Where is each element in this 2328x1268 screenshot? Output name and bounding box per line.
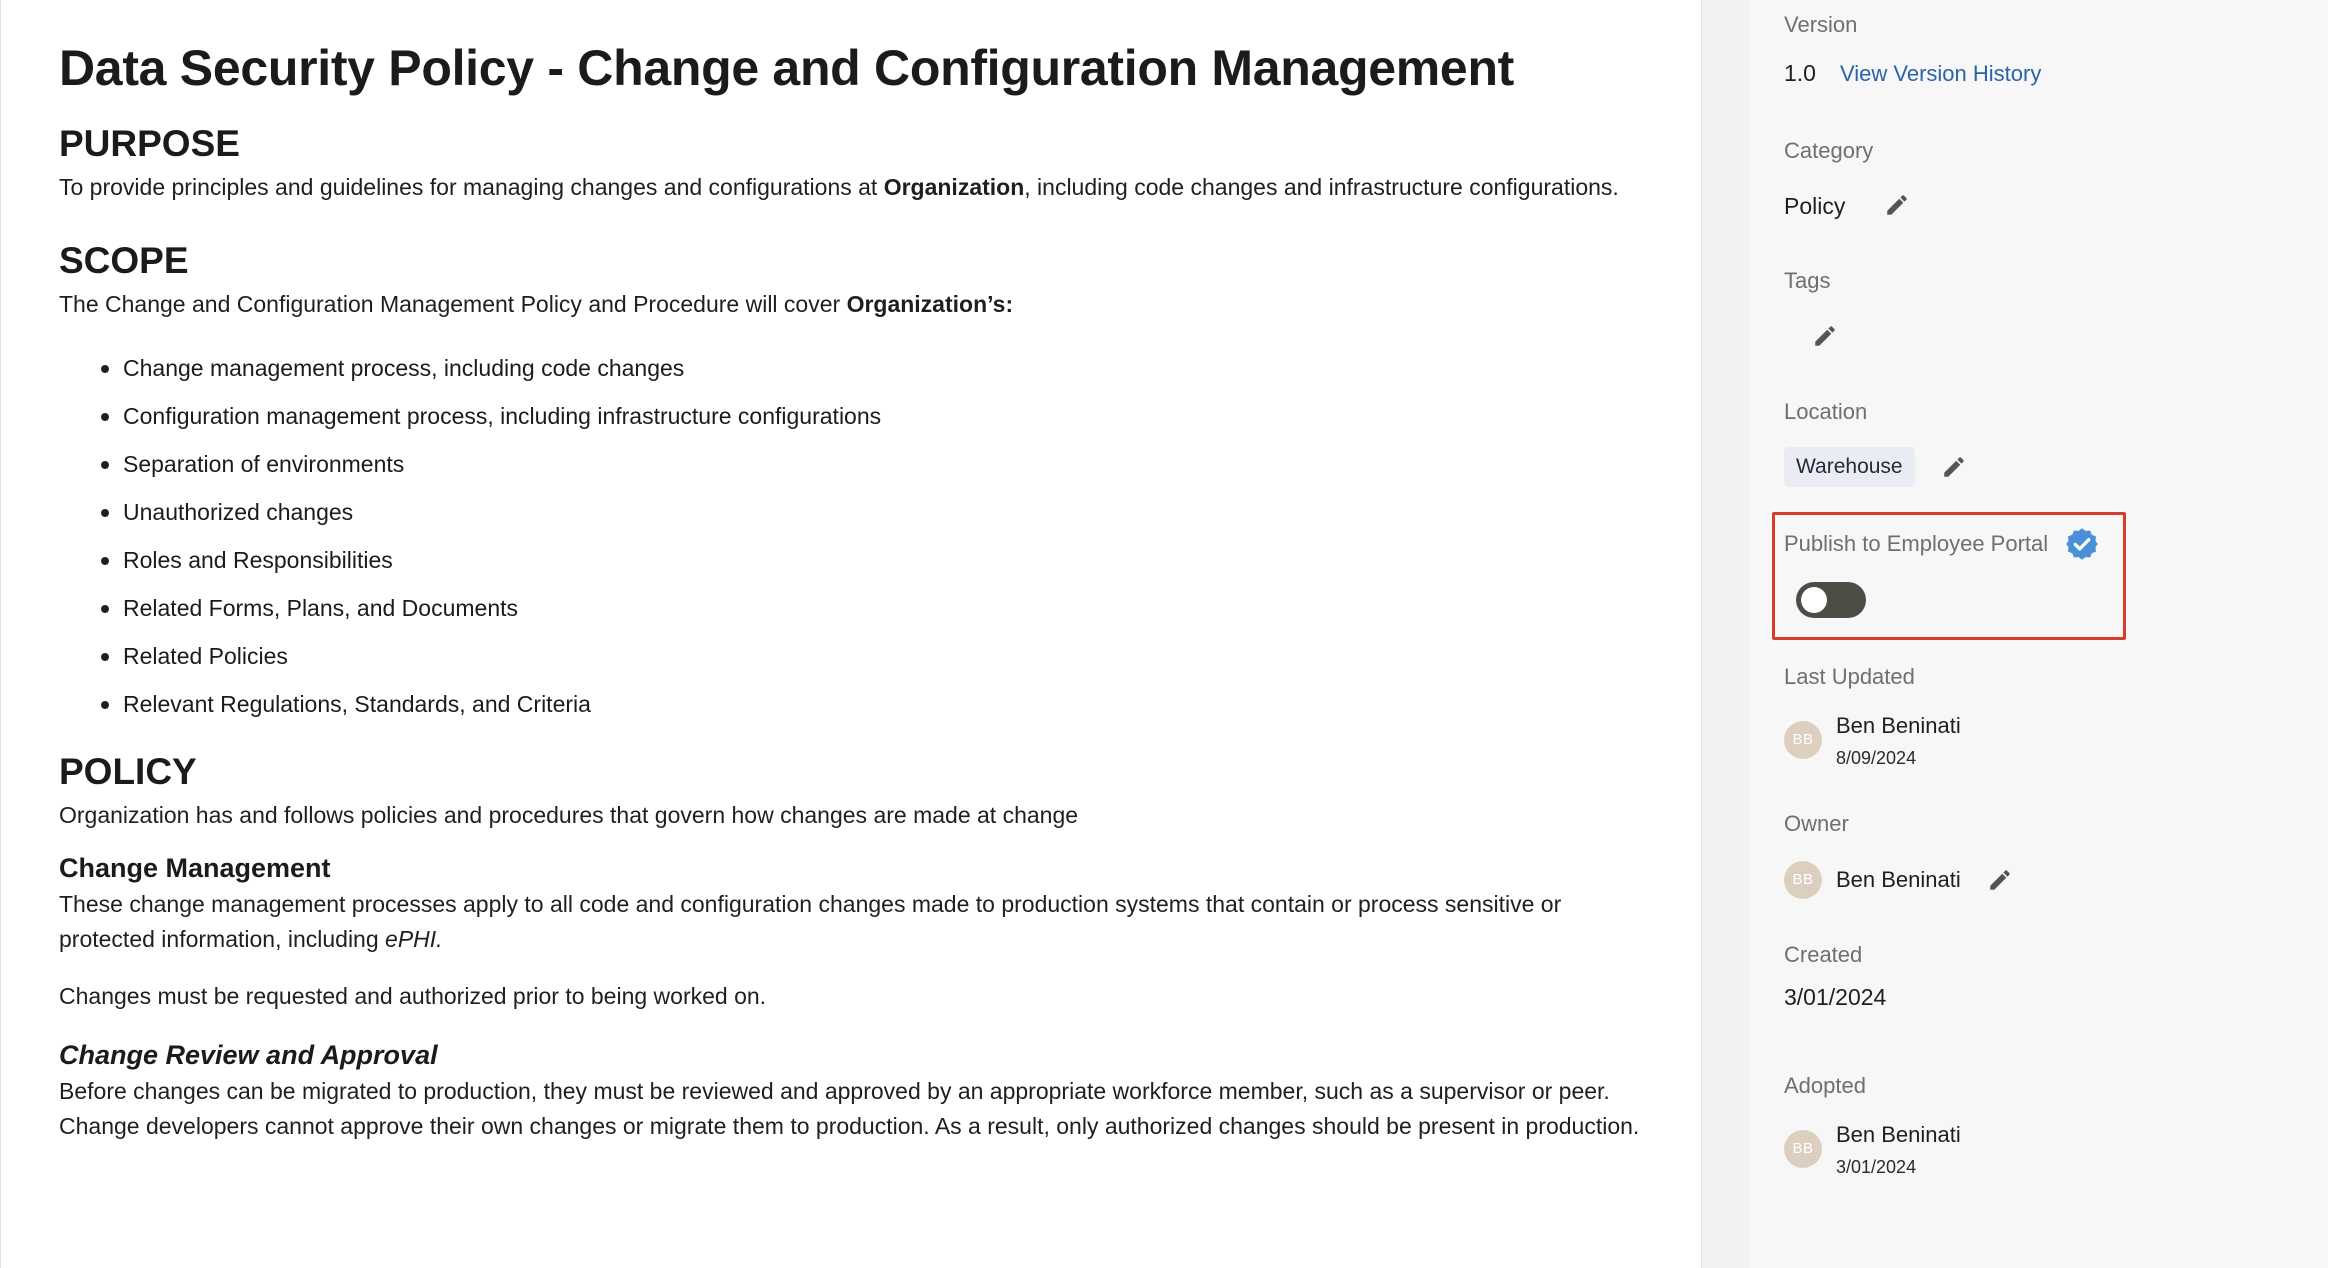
created-date: 3/01/2024 [1784,984,1887,1010]
list-item: Related Forms, Plans, and Documents [101,584,1643,632]
scope-list [101,344,1643,728]
location-chip[interactable]: Warehouse [1784,447,1915,487]
category-value: Policy [1784,193,1846,219]
change-request-text: Changes must be requested and authorized prior to being worked on. [59,983,767,1009]
purpose-text-tail: , including code changes and infrastructure configurations. [1024,174,1619,200]
change-management-text [59,887,1643,957]
scope-text-lead: The Change and Configuration Management Policy and Procedure will cover [59,291,847,317]
scope-org: Organization’s: [846,291,1014,317]
adopted-label: Adopted [1784,1073,1866,1098]
pencil-icon[interactable] [1941,454,1967,480]
version-label: Version [1784,12,1858,37]
pane-divider [1702,0,1750,1268]
policy-intro: Organization has and follows policies and procedures that govern how changes are made at change [59,802,1079,828]
list-item: Roles and Responsibilities [101,536,1643,584]
adopted-name: Ben Beninati [1836,1122,1961,1147]
list-item: Relevant Regulations, Standards, and Criteria [101,680,1643,728]
pencil-icon[interactable] [1812,323,1838,349]
avatar: BB [1784,861,1822,899]
purpose-heading: PURPOSE [59,123,240,164]
ephi-term: ePHI. [385,926,443,952]
purpose-text [59,170,1643,205]
list-item: Separation of environments [101,440,1643,488]
adopted-date: 3/01/2024 [1836,1157,1917,1177]
scope-heading: SCOPE [59,240,189,281]
list-item: Change management process, including code changes [101,344,1643,392]
pencil-icon[interactable] [1884,192,1910,218]
avatar: BB [1784,721,1822,759]
created-label: Created [1784,942,1863,967]
avatar: BB [1784,1130,1822,1168]
verified-badge-icon [2064,526,2100,562]
change-management-text-lead: These change management processes apply to all code and configuration changes made to production systems that contain or process sensitive or protected information, including [59,891,1562,952]
change-management-heading: Change Management [59,853,331,883]
details-sidebar [1750,0,2328,1268]
version-value: 1.0 [1784,60,1816,86]
owner-name: Ben Beninati [1836,867,1961,892]
category-label: Category [1784,138,1874,163]
publish-toggle[interactable] [1796,582,1866,618]
scope-text [59,287,1643,322]
last-updated-name: Ben Beninati [1836,713,1961,738]
view-version-history-link[interactable]: View Version History [1840,61,2042,86]
last-updated-label: Last Updated [1784,664,1915,689]
pencil-icon[interactable] [1987,867,2013,893]
change-review-text: Before changes can be migrated to production, they must be reviewed and approved by an appropriate workforce member, such as a supervisor or peer. Change developers cannot approve their own changes or migrate them to production. As a result, only authorized changes should be present in production. [59,1078,1640,1139]
owner-label: Owner [1784,811,1849,836]
tags-label: Tags [1784,268,1831,293]
last-updated-date: 8/09/2024 [1836,748,1917,768]
list-item: Configuration management process, including infrastructure configurations [101,392,1643,440]
policy-heading: POLICY [59,751,197,792]
location-label: Location [1784,399,1868,424]
list-item: Unauthorized changes [101,488,1643,536]
list-item: Related Policies [101,632,1643,680]
publish-label: Publish to Employee Portal [1784,531,2049,556]
document-title: Data Security Policy - Change and Configuration Management [59,40,1515,96]
purpose-org: Organization [883,174,1025,200]
change-review-heading: Change Review and Approval [59,1040,438,1070]
purpose-text-lead: To provide principles and guidelines for managing changes and configurations at [59,174,884,200]
toggle-knob [1801,587,1827,613]
